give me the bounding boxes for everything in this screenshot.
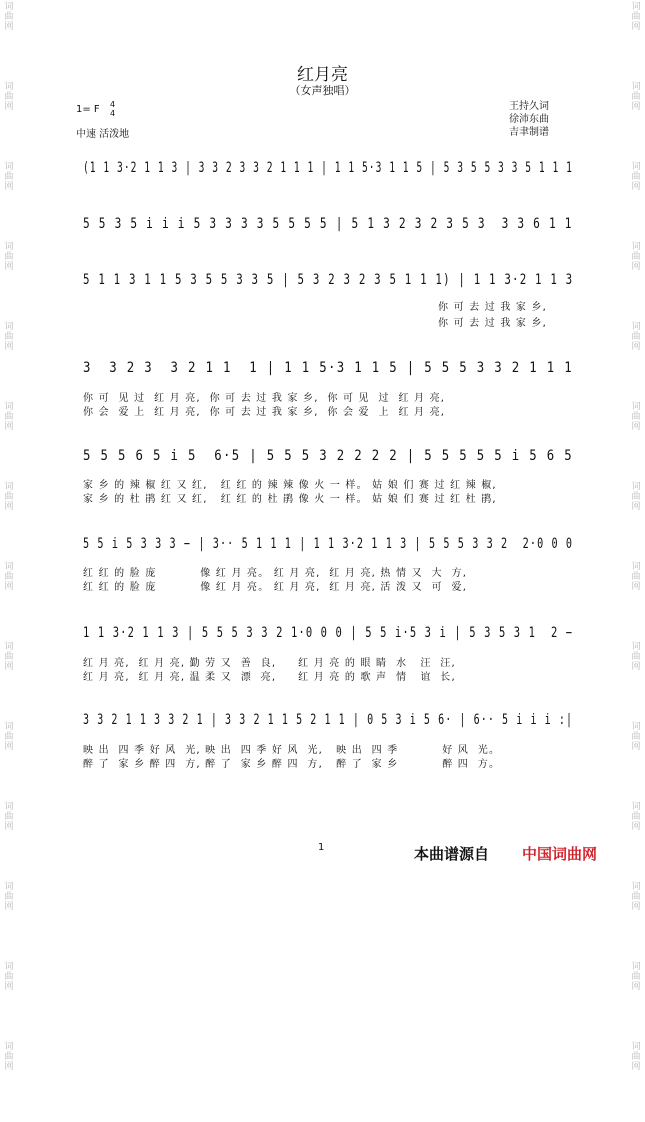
notation-line-5: 5 5 5 6 5 i 5 6·5 | 5 5 5 3 2 2 2 2 | 5 5 5 5 5 i 5 6 5 bbox=[83, 448, 574, 464]
tempo-marking: 中速 活泼地 bbox=[76, 129, 130, 140]
lyric-line-7b: 红 月 亮, 红 月 亮, 温 柔 又 漂 亮, 红 月 亮 的 歌 声 情 谊 长, bbox=[83, 672, 456, 683]
notation-line-8: 3 3 2 1 1 3 3 2 1 | 3 3 2 1 1 5 2 1 1 | 0 5 3 i 5 6· | 6·· 5 i i i :| bbox=[83, 712, 574, 728]
song-title: 红月亮 bbox=[297, 65, 348, 85]
notation-line-6: 5 5 i 5 3 3 3 − | 3·· 5 1 1 1 | 1 1 3·2 1 1 3 | 5 5 5 3 3 2 2·0 0 0 bbox=[83, 536, 574, 552]
lyric-line-5b: 家 乡 的 杜 鹃 红 又 红, 红 红 的 杜 鹃 像 火 一 样。 姑 娘 们 赛 过 红 杜 鹃, bbox=[83, 494, 497, 505]
lyricist-credit: 王持久词 bbox=[509, 101, 549, 112]
page-number: 1 bbox=[318, 842, 325, 853]
score-line-1 bbox=[83, 160, 573, 185]
transcriber-credit: 吉聿制谱 bbox=[509, 127, 549, 138]
lyric-line-3b: 你 可 去 过 我 家 乡, bbox=[438, 318, 548, 329]
lyric-line-6b: 红 红 的 脸 庞 像 红 月 亮。 红 月 亮, 红 月 亮, 活 泼 又 可 爱, bbox=[83, 582, 468, 593]
notation-line-7: 1 1 3·2 1 1 3 | 5 5 5 3 3 2 1·0 0 0 | 5 5 i·5 3 i | 5 3 5 3 1 2 − bbox=[83, 625, 574, 641]
lyric-line-7a: 红 月 亮, 红 月 亮, 勤 劳 又 善 良, 红 月 亮 的 眼 睛 水 汪 汪, bbox=[83, 658, 456, 669]
lyric-line-4b: 你 会 爱 上 红 月 亮, 你 可 去 过 我 家 乡, 你 会 爱 上 红 月 亮, bbox=[83, 407, 446, 418]
watermark-left: 词曲网 词曲网 词曲网 词曲网 词曲网 词曲网 词曲网 词曲网 词曲网 词曲网 词曲网 词曲网 词曲网 词曲网 bbox=[4, 2, 14, 1072]
lyric-line-6a: 红 红 的 脸 庞 像 红 月 亮。 红 月 亮, 红 月 亮, 热 情 又 大 方, bbox=[83, 568, 468, 579]
footer-source-label: 本曲谱源自 bbox=[414, 845, 490, 863]
credits bbox=[509, 100, 549, 139]
composer-credit: 徐沛东曲 bbox=[509, 114, 549, 125]
score-line-3 bbox=[83, 272, 573, 297]
lyric-line-4a: 你 可 见 过 红 月 亮, 你 可 去 过 我 家 乡, 你 可 见 过 红 月 亮, bbox=[83, 393, 446, 404]
lyric-line-5a: 家 乡 的 辣 椒 红 又 红, 红 红 的 辣 辣 像 火 一 样。 姑 娘 们 赛 过 红 辣 椒, bbox=[83, 480, 497, 491]
notation-line-2: 5 5 3 5 i i i 5 3 3 3 3 5 5 5 5 | 5 1 3 2 3 2 3 5 3 3 3 6 1 1 bbox=[83, 216, 573, 232]
score-line-4 bbox=[83, 360, 573, 385]
notation-line-4: 3 3 2 3 3 2 1 1 1 | 1 1 5·3 1 1 5 | 5 5 5 3 3 2 1 1 1 bbox=[83, 360, 574, 376]
meter-bottom: 4 bbox=[110, 109, 116, 118]
score-line-7 bbox=[83, 625, 573, 650]
notation-line-3: 5 1 1 3 1 1 5 3 5 5 3 3 5 | 5 3 2 3 2 3 5 1 1 1) | 1 1 3·2 1 1 3 bbox=[83, 272, 574, 288]
lyric-line-8a: 映 出 四 季 好 风 光, 映 出 四 季 好 风 光, 映 出 四 季 好 风 光。 bbox=[83, 745, 501, 756]
lyric-line-3a: 你 可 去 过 我 家 乡, bbox=[438, 302, 548, 313]
watermark-right: 词曲网 词曲网 词曲网 词曲网 词曲网 词曲网 词曲网 词曲网 词曲网 词曲网 词曲网 词曲网 词曲网 词曲网 bbox=[631, 2, 641, 1072]
score-line-6 bbox=[83, 536, 573, 561]
time-signature bbox=[110, 100, 115, 118]
score-line-2 bbox=[83, 216, 573, 241]
footer-site-link[interactable]: 中国词曲网 bbox=[522, 845, 598, 863]
key-signature: 1= F bbox=[76, 104, 100, 115]
notation-line-1: (1 1 3·2 1 1 3 | 3 3 2 3 3 2 1 1 1 | 1 1 5·3 1 1 5 | 5 3 5 5 3 3 5 1 1 1 bbox=[83, 160, 573, 176]
score-line-8 bbox=[83, 712, 573, 737]
song-subtitle: （女声独唱） bbox=[289, 84, 356, 97]
lyric-line-8b: 醉 了 家 乡 醉 四 方, 醉 了 家 乡 醉 四 方, 醉 了 家 乡 醉 四 方。 bbox=[83, 759, 501, 770]
meter-top: 4 bbox=[110, 100, 116, 109]
score-line-5 bbox=[83, 448, 573, 473]
